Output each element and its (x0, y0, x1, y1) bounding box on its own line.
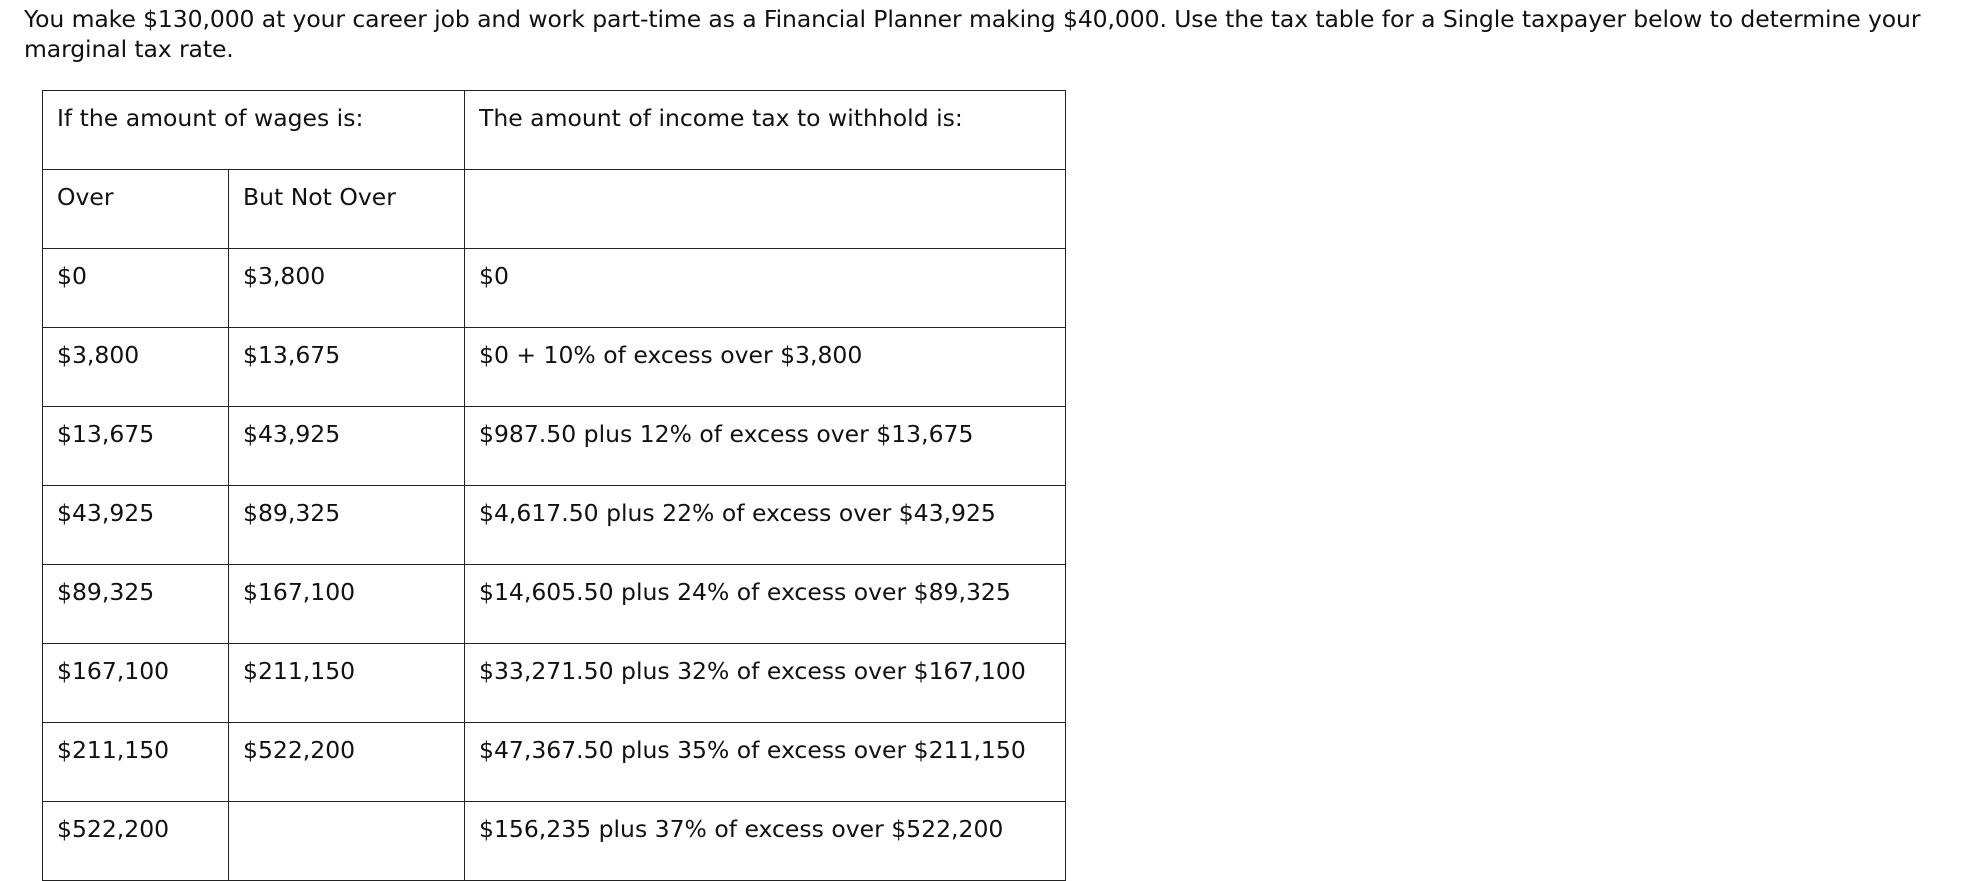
table-row (43, 486, 1066, 565)
cell-tax-value: $4,617.50 plus 22% of excess over $43,925 (479, 499, 996, 527)
cell-tax-value: $33,271.50 plus 32% of excess over $167,100 (479, 657, 1026, 685)
subheader-tax-cell (465, 170, 1066, 249)
cell-over-value: $13,675 (57, 420, 155, 448)
cell-tax-value: $14,605.50 plus 24% of excess over $89,325 (479, 578, 1011, 606)
cell-tax-value: $47,367.50 plus 35% of excess over $211,150 (479, 736, 1026, 764)
table-header-row (43, 91, 1066, 170)
cell-over (43, 249, 229, 328)
cell-not-over (229, 723, 465, 802)
table-row (43, 644, 1066, 723)
cell-not-over-value: $3,800 (243, 262, 326, 290)
cell-over (43, 486, 229, 565)
cell-tax (465, 328, 1066, 407)
cell-tax (465, 802, 1066, 881)
cell-over (43, 644, 229, 723)
cell-over (43, 802, 229, 881)
header-tax-cell (465, 91, 1066, 170)
cell-over-value: $3,800 (57, 341, 140, 369)
subheader-over-label: Over (57, 183, 114, 211)
cell-not-over-value: $167,100 (243, 578, 356, 606)
table-row (43, 723, 1066, 802)
cell-not-over-value: $43,925 (243, 420, 341, 448)
cell-tax-value: $0 + 10% of excess over $3,800 (479, 341, 863, 369)
cell-over-value: $43,925 (57, 499, 155, 527)
subheader-not-over-cell (229, 170, 465, 249)
cell-not-over-value: $522,200 (243, 736, 356, 764)
table-row (43, 802, 1066, 881)
cell-tax (465, 486, 1066, 565)
table-row (43, 565, 1066, 644)
cell-over-value: $0 (57, 262, 87, 290)
table-row (43, 407, 1066, 486)
table-row (43, 328, 1066, 407)
cell-not-over-value: $211,150 (243, 657, 356, 685)
cell-over-value: $522,200 (57, 815, 170, 843)
cell-over (43, 565, 229, 644)
question-text: You make $130,000 at your career job and work part-time as a Financial Planner making $40,000. Use the tax table for a Single taxpayer below to determine your marginal tax rate. (24, 5, 1921, 63)
cell-not-over (229, 249, 465, 328)
cell-tax-value: $0 (479, 262, 509, 290)
cell-not-over (229, 486, 465, 565)
header-wages-cell (43, 91, 465, 170)
header-tax-label: The amount of income tax to withhold is: (479, 104, 963, 132)
cell-not-over-value: $89,325 (243, 499, 341, 527)
cell-not-over (229, 328, 465, 407)
cell-not-over-value: $13,675 (243, 341, 341, 369)
cell-not-over-value (243, 802, 450, 814)
tax-table (42, 90, 1066, 881)
cell-over-value: $167,100 (57, 657, 170, 685)
subheader-over-cell (43, 170, 229, 249)
cell-over (43, 328, 229, 407)
cell-tax (465, 565, 1066, 644)
table-subheader-row (43, 170, 1066, 249)
cell-tax (465, 249, 1066, 328)
cell-tax (465, 644, 1066, 723)
cell-over (43, 723, 229, 802)
cell-over-value: $89,325 (57, 578, 155, 606)
cell-over-value: $211,150 (57, 736, 170, 764)
subheader-tax-label (479, 170, 1051, 182)
cell-not-over (229, 407, 465, 486)
cell-tax (465, 407, 1066, 486)
subheader-not-over-label: But Not Over (243, 183, 396, 211)
header-wages-label: If the amount of wages is: (57, 104, 364, 132)
cell-not-over (229, 802, 465, 881)
table-row (43, 249, 1066, 328)
cell-tax (465, 723, 1066, 802)
cell-not-over (229, 644, 465, 723)
cell-tax-value: $156,235 plus 37% of excess over $522,200 (479, 815, 1004, 843)
cell-over (43, 407, 229, 486)
cell-tax-value: $987.50 plus 12% of excess over $13,675 (479, 420, 974, 448)
cell-not-over (229, 565, 465, 644)
